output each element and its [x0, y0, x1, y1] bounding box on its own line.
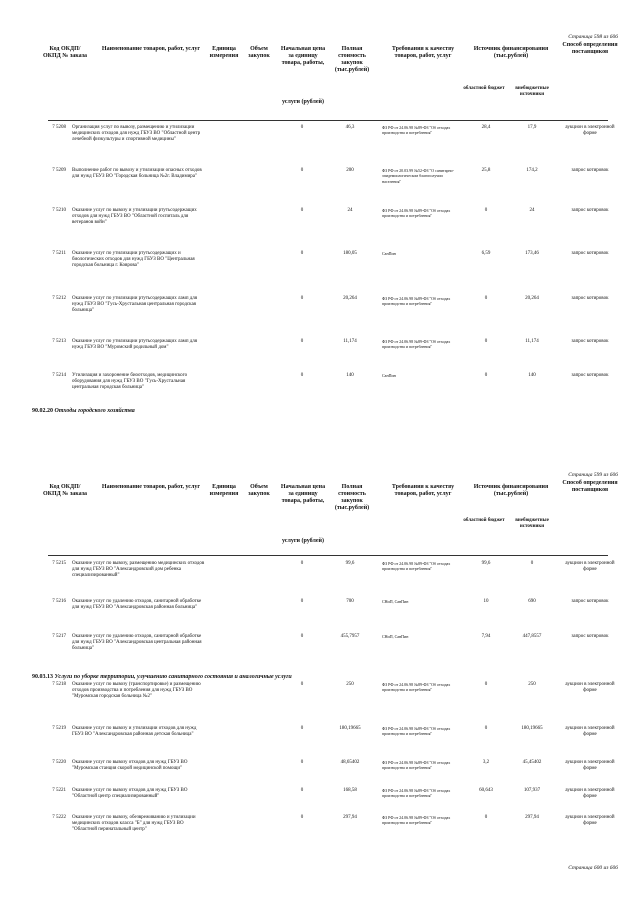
- row-code: 7 5221: [52, 788, 66, 793]
- row-total: 297,94: [343, 815, 357, 820]
- row-extra: 20,264: [525, 296, 539, 301]
- row-name: Утилизация и захоронение биоотходов, медицинского оборудования для нужд ГБУЗ ВО "Гусь-Хрустальная центральная городская больница": [72, 373, 188, 391]
- row-method: запрос котировок: [571, 373, 609, 378]
- row-regional: 3,2: [482, 760, 490, 765]
- row-total: 700: [346, 599, 354, 604]
- row-regional: 6,59: [481, 251, 491, 256]
- header-source-extra: внебюджетные источники: [515, 86, 549, 97]
- header-price-extra: услуги (рублей): [281, 99, 325, 105]
- row-name: Оказание услуг по утилизации ртутьсодержащих ламп для нужд ГБУЗ ВО "Муромский родильный дом": [72, 339, 198, 351]
- row-name: Оказание услуг по утилизации ртутьсодержащих ламп для нужд ГБУЗ ВО "Гусь-Хрустальная центральная городская больница": [72, 296, 198, 314]
- row-price: 0: [300, 125, 304, 130]
- row-method: аукцион в электронной форме: [565, 760, 615, 771]
- row-price: 0: [300, 296, 304, 301]
- row-method: запрос котировок: [571, 634, 609, 639]
- row-price: 0: [300, 634, 304, 639]
- section-heading: [32, 674, 292, 680]
- header-source: Источник финансирования (тыс.рублей): [473, 484, 549, 497]
- header-total: Полная стоимость закупок (тыс.рублей): [334, 46, 370, 73]
- row-regional: 7,94: [481, 634, 491, 639]
- row-regional: 10: [483, 599, 489, 604]
- row-name: Оказание услуг по вывозу и утилизации ртутьсодержащих отходов для нужд ГБУЗ ВО "Областной госпиталь для ветеранов войн": [72, 208, 197, 226]
- row-method: запрос котировок: [571, 168, 609, 173]
- header-price-extra: услуги (рублей): [281, 538, 325, 544]
- header-total: Полная стоимость закупок (тыс.рублей): [334, 484, 370, 511]
- row-requirements: ФЗ РФ от 24.06.98 №89-ФЗ "Об отходах производства и потребления": [382, 682, 451, 693]
- header-method: Способ определения поставщиков: [562, 42, 618, 55]
- row-extra: 0: [530, 561, 534, 566]
- row-method: аукцион в электронной форме: [565, 561, 615, 572]
- row-price: 0: [300, 815, 304, 820]
- row-requirements: СанПин: [382, 251, 396, 256]
- row-code: 7 5213: [52, 339, 66, 344]
- row-requirements: ФЗ РФ от 24.06.98 №89-ФЗ "Об отходах производства и потребления": [382, 726, 451, 737]
- row-name: Оказание услуг по удалению отходов, санитарной обработке для нужд ГБУЗ ВО "Александровская центральная районная больница": [72, 634, 202, 652]
- header-divider: [48, 555, 608, 556]
- row-requirements: ФЗ РФ от 24.06.98 №89-ФЗ "Об отходах производства и потребления": [382, 815, 451, 826]
- row-code: 7 5208: [52, 125, 66, 130]
- row-method: запрос котировок: [571, 339, 609, 344]
- row-requirements: ФЗ РФ от 24.06.98 №89-ФЗ "Об отходах производства и потребления": [382, 339, 451, 350]
- row-extra: 447,8557: [522, 634, 542, 639]
- row-extra: 17,9: [527, 125, 537, 130]
- header-name: Наименование товаров, работ, услуг: [101, 484, 201, 490]
- header-source-extra: внебюджетные источники: [515, 518, 549, 529]
- row-code: 7 5209: [52, 168, 66, 173]
- row-method: аукцион в электронной форме: [565, 682, 615, 693]
- row-regional: 28,4: [481, 125, 491, 130]
- row-extra: 140: [528, 373, 536, 378]
- row-price: 0: [300, 373, 304, 378]
- row-name: Оказание услуг по вывозу отходов для нужд ГБУЗ ВО "Областной центр специализированный": [72, 788, 188, 800]
- section-code: 90.03.13: [32, 674, 53, 680]
- header-volume: Объем закупок: [248, 46, 270, 59]
- row-regional: 0: [484, 296, 488, 301]
- header-volume: Объем закупок: [248, 484, 270, 497]
- row-total: 250: [346, 682, 354, 687]
- row-regional: 0: [484, 373, 488, 378]
- row-total: 140: [346, 373, 354, 378]
- row-requirements: ФЗ РФ от 20.03.99 №52-ФЗ "О санитарно-эпидемиологическом благополучии населения": [382, 168, 454, 184]
- row-extra: 173,46: [525, 251, 539, 256]
- section-title: Отходы городского хозяйства: [54, 408, 135, 414]
- page-footer-label: Страница 600 из 606: [568, 865, 618, 871]
- row-price: 0: [300, 760, 304, 765]
- header-requirements: Требования к качеству товаров, работ, услуг: [391, 484, 455, 497]
- row-extra: 45,45402: [522, 760, 542, 765]
- row-extra: 174,2: [526, 168, 538, 173]
- header-source-regional: областной бюджет: [463, 86, 505, 91]
- row-requirements: СНиП, СанПин: [382, 634, 409, 639]
- header-name: Наименование товаров, работ, услуг: [101, 46, 201, 52]
- header-divider: [48, 120, 608, 121]
- header-unit: Единица измерения: [209, 46, 239, 59]
- row-method: запрос котировок: [571, 251, 609, 256]
- page-number-label: Страница 598 из 606: [568, 34, 618, 40]
- header-price: Начальная цена за единицу товара, работы,: [280, 484, 326, 504]
- row-code: 7 5212: [52, 296, 66, 301]
- row-extra: 107,937: [523, 788, 541, 793]
- row-method: аукцион в электронной форме: [565, 125, 615, 136]
- row-code: 7 5211: [52, 251, 66, 256]
- row-regional: 99,6: [481, 561, 491, 566]
- row-requirements: ФЗ РФ от 24.06.98 №89-ФЗ "Об отходах производства и потребления": [382, 125, 451, 136]
- header-method: Способ определения поставщиков: [562, 480, 618, 493]
- row-name: Оказание услуг по вывозу (транспортировке) и размещению отходов производства и потребления для нужд ГБУЗ ВО "Муромская городская больница №2": [72, 682, 201, 700]
- row-code: 7 5214: [52, 373, 66, 378]
- header-code: Код ОКДП/ ОКПД № заказа: [42, 46, 88, 59]
- row-extra: 180,19665: [521, 726, 543, 731]
- row-method: запрос котировок: [571, 599, 609, 604]
- row-total: 20,264: [343, 296, 357, 301]
- row-regional: 0: [484, 208, 488, 213]
- row-regional: 0: [484, 726, 488, 731]
- row-price: 0: [300, 682, 304, 687]
- row-requirements: ФЗ РФ от 24.06.98 №89-ФЗ "Об отходах производства и потребления": [382, 296, 451, 307]
- row-extra: 24: [529, 208, 535, 213]
- row-name: Организация услуг по вывозу, размещению и утилизации медицинских отходов для нужд ГБУЗ ВО "Областной центр лечебной физкультуры и спортивной медицины": [72, 125, 201, 143]
- row-requirements: ФЗ РФ от 24.06.98 №89-ФЗ "Об отходах производства и потребления": [382, 561, 451, 572]
- header-price: Начальная цена за единицу товара, работы,: [280, 46, 326, 66]
- row-requirements: ФЗ РФ от 24.06.98 №89-ФЗ "Об отходах производства и потребления": [382, 788, 451, 799]
- row-price: 0: [300, 208, 304, 213]
- row-total: 11,174: [343, 339, 357, 344]
- row-code: 7 5216: [52, 599, 66, 604]
- header-unit: Единица измерения: [209, 484, 239, 497]
- row-method: аукцион в электронной форме: [565, 815, 615, 826]
- row-regional: 25,8: [481, 168, 491, 173]
- row-extra: 690: [528, 599, 536, 604]
- header-code: Код ОКДП/ ОКПД № заказа: [42, 484, 88, 497]
- row-name: Выполнение работ по вывозу и утилизации опасных отходов для нужд ГБУЗ ВО "Городская больница №2г. Владимира": [72, 168, 202, 180]
- row-name: Оказание услуг по удалению отходов, санитарной обработке для нужд ГБУЗ ВО "Александровская районная больница": [72, 599, 202, 611]
- row-extra: 250: [528, 682, 536, 687]
- row-price: 0: [300, 599, 304, 604]
- row-name: Оказание услуг по вывозу, размещению медицинских отходов для нужд ГБУЗ ВО "Александровский дом ребенка специализированный": [72, 561, 205, 579]
- row-requirements: СНиП, СанПин: [382, 599, 409, 604]
- row-code: 7 5217: [52, 634, 66, 639]
- row-extra: 297,94: [525, 815, 539, 820]
- row-total: 200: [346, 168, 354, 173]
- row-code: 7 5222: [52, 815, 66, 820]
- section-heading: [32, 408, 135, 414]
- row-price: 0: [300, 561, 304, 566]
- row-extra: 11,174: [525, 339, 539, 344]
- row-price: 0: [300, 788, 304, 793]
- row-name: Оказание услуг по вывозу, обезвреживанию и утилизации медицинских отходов класса "Б" для нужд ГБУЗ ВО "Областной перинатальный центр": [72, 815, 196, 833]
- row-regional: 0: [484, 815, 488, 820]
- row-code: 7 5219: [52, 726, 66, 731]
- row-method: запрос котировок: [571, 208, 609, 213]
- row-total: 180,19665: [339, 726, 361, 731]
- section-title: Услуги по уборке территории, улучшению санитарного состояния и аналогичные услуги: [54, 674, 292, 680]
- row-price: 0: [300, 339, 304, 344]
- row-method: аукцион в электронной форме: [565, 788, 615, 799]
- row-code: 7 5220: [52, 760, 66, 765]
- row-total: 180,05: [343, 251, 357, 256]
- row-method: запрос котировок: [571, 296, 609, 301]
- row-price: 0: [300, 251, 304, 256]
- header-requirements: Требования к качеству товаров, работ, услуг: [391, 46, 455, 59]
- row-name: Оказание услуг по утилизации ртутьсодержащих и биологических отходов для нужд ГБУЗ ВО "Центральная городская больница г. Коврова": [72, 251, 195, 269]
- row-code: 7 5218: [52, 682, 66, 687]
- row-regional: 0: [484, 682, 488, 687]
- section-code: 90.02.20: [32, 408, 53, 414]
- row-total: 168,58: [343, 788, 357, 793]
- row-code: 7 5210: [52, 208, 66, 213]
- row-requirements: СанПин: [382, 373, 396, 378]
- header-source: Источник финансирования (тыс.рублей): [473, 46, 549, 59]
- row-code: 7 5215: [52, 561, 66, 566]
- row-total: 455,7957: [340, 634, 360, 639]
- row-regional: 60,643: [479, 788, 493, 793]
- page-number-label: Страница 599 из 606: [568, 472, 618, 478]
- row-requirements: ФЗ РФ от 24.06.98 №89-ФЗ "Об отходах производства и потребления": [382, 760, 451, 771]
- row-price: 0: [300, 168, 304, 173]
- row-total: 24: [347, 208, 353, 213]
- row-total: 99,6: [345, 561, 355, 566]
- row-method: аукцион в электронной форме: [565, 726, 615, 737]
- row-regional: 0: [484, 339, 488, 344]
- header-source-regional: областной бюджет: [463, 518, 505, 523]
- row-total: 46,3: [345, 125, 355, 130]
- row-total: 48,65402: [340, 760, 360, 765]
- row-price: 0: [300, 726, 304, 731]
- row-requirements: ФЗ РФ от 24.06.98 №89-ФЗ "Об отходах производства и потребления": [382, 208, 451, 219]
- row-name: Оказание услуг по вывозу и утилизации отходов для нужд ГБУЗ ВО "Александровская районная детская больница": [72, 726, 197, 738]
- row-name: Оказание услуг по вывозу отходов для нужд ГБУЗ ВО "Муромская станция скорой медицинской помощи": [72, 760, 188, 772]
